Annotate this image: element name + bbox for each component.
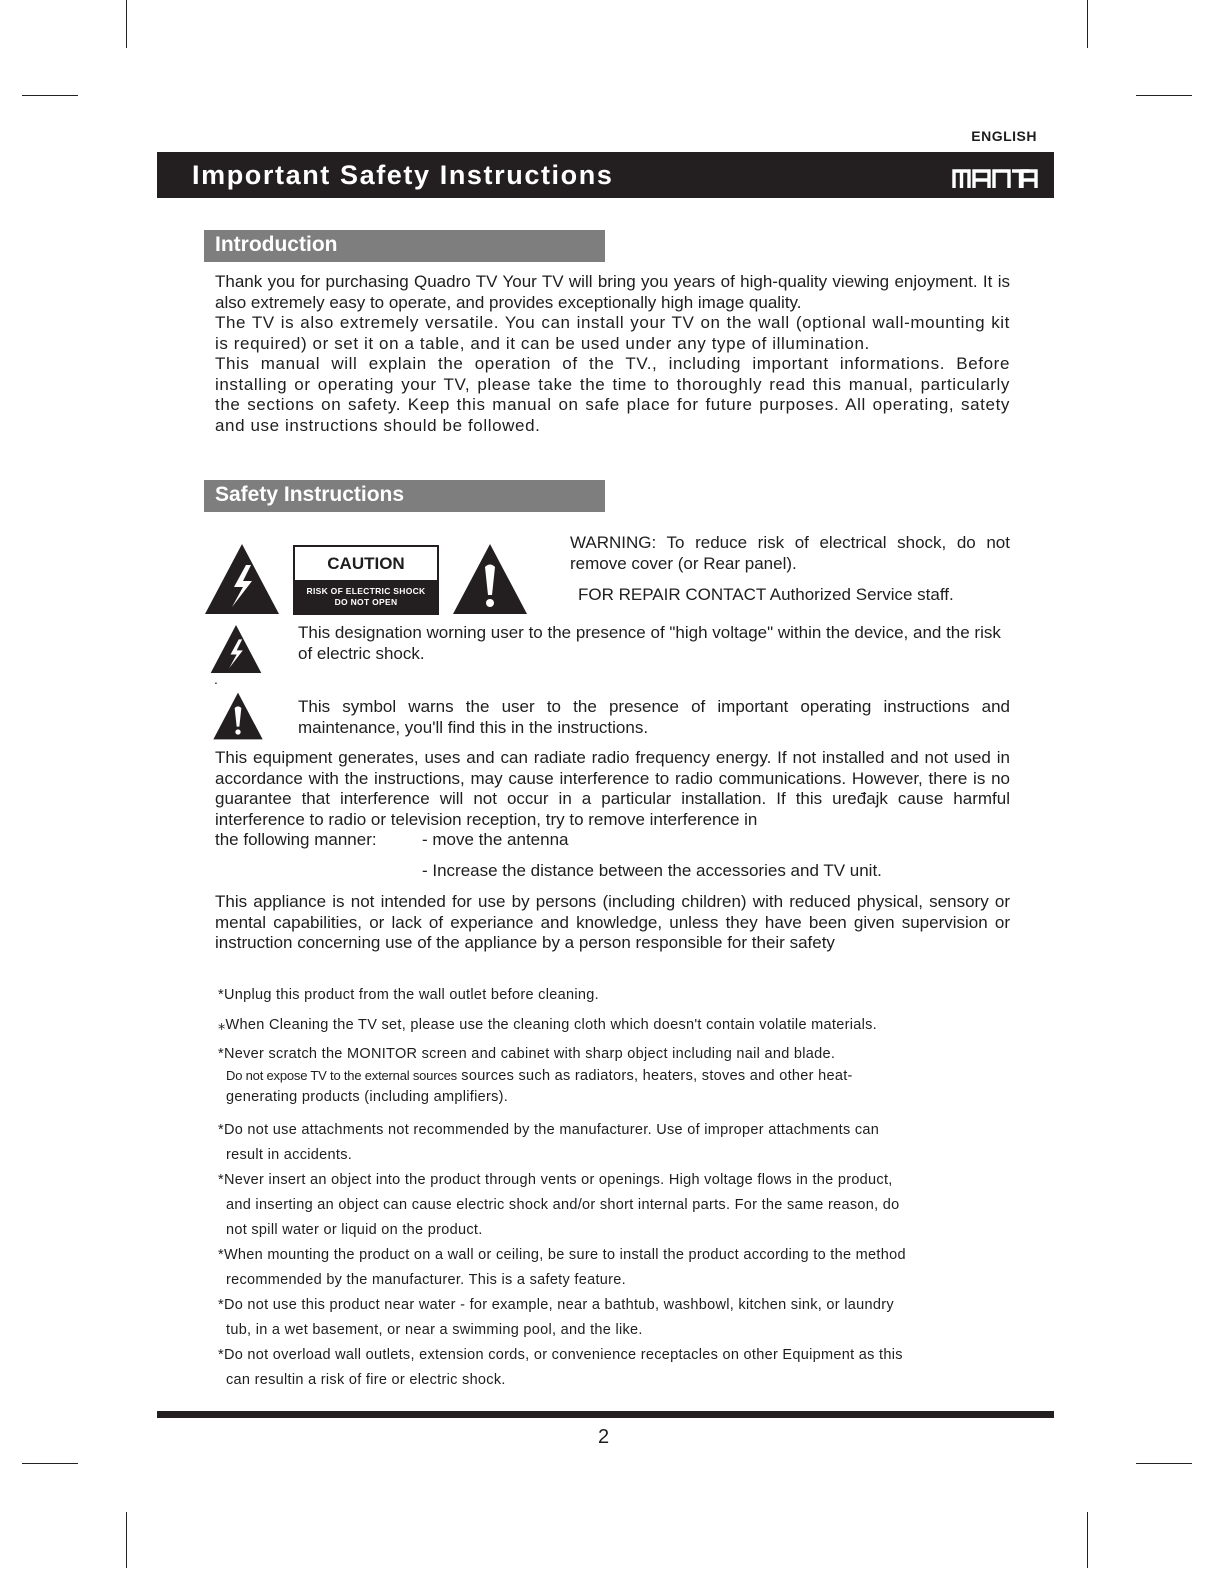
list-item: can resultin a risk of fire or electric shock. xyxy=(226,1372,506,1388)
crop-mark xyxy=(126,1512,127,1568)
list-item: result in accidents. xyxy=(226,1147,353,1163)
appliance-text: This appliance is not intended for use by persons (including children) with reduced physical, sensory or mental capabilities, or lack of experiance and knowledge, unless they have been given supervision or instruction concerning use of the appliance by a person responsible for their safety xyxy=(215,892,1010,952)
caution-label xyxy=(293,545,439,615)
list-item: *Do not overload wall outlets, extension cords, or convenience receptacles on other Equipment as this xyxy=(218,1347,903,1363)
safety-list xyxy=(218,983,1018,1393)
list-item: *Unplug this product from the wall outlet before cleaning. xyxy=(218,987,599,1003)
list-item-text: sources such as radiators, heaters, stoves and other heat- xyxy=(456,1068,853,1084)
list-item: not spill water or liquid on the product. xyxy=(226,1222,483,1238)
list-item: *Never insert an object into the product through vents or openings. High voltage flows in the product, xyxy=(218,1172,893,1188)
high-voltage-icon xyxy=(210,624,262,674)
section-heading-introduction xyxy=(204,230,605,262)
list-item: generating products (including amplifiers). xyxy=(226,1089,509,1105)
crop-mark xyxy=(1087,1512,1088,1568)
section-heading-safety xyxy=(204,480,605,512)
radio-interference-text: This equipment generates, uses and can radiate radio frequency energy. If not installed and not used in accordance with the instructions, may cause interference to radio communications. However, there is no guarantee that interference will not occur in a particular installation. If this uređajk cause harmful interference to radio or television reception, try to remove interference in xyxy=(215,748,1010,829)
warning-text: WARNING: To reduce risk of electrical shock, do not remove cover (or Rear panel). xyxy=(570,533,1010,573)
crop-mark xyxy=(126,0,127,48)
list-item: and inserting an object can cause electric shock and/or short internal parts. For the same reason, do xyxy=(226,1197,900,1213)
crop-mark xyxy=(22,95,78,96)
footer-rule xyxy=(157,1411,1054,1418)
intro-paragraph: The TV is also extremely versatile. You can install your TV on the wall (optional wall-mounting kit is required) or set it on a table, and it can be used under any type of illumination. xyxy=(215,313,1010,353)
title-bar xyxy=(157,152,1054,198)
list-item: *Do not use this product near water - for example, near a bathtub, washbowl, kitchen sink, or laundry xyxy=(218,1297,894,1313)
section-heading-text: Introduction xyxy=(215,233,338,256)
section-heading-text: Safety Instructions xyxy=(215,483,405,506)
intro-paragraph: This manual will explain the operation of the TV., including important informations. Before installing or operating your TV, please take the time to thoroughly read this manual, particularly the sections on safety. Keep this manual on safe place for future purposes. All operating, satety and use instructions should be followed. xyxy=(215,354,1010,435)
manner-label: the following manner: xyxy=(215,830,377,849)
list-item: *When mounting the product on a wall or ceiling, be sure to install the product according to the method xyxy=(218,1247,906,1263)
crop-mark xyxy=(1136,1463,1192,1464)
manta-logo xyxy=(952,168,1038,188)
caution-line: RISK OF ELECTRIC SHOCK xyxy=(306,586,426,596)
language-label: ENGLISH xyxy=(971,128,1037,144)
electric-shock-warning-icon xyxy=(204,543,280,615)
intro-text xyxy=(215,272,1010,436)
caution-line: DO NOT OPEN xyxy=(334,597,398,607)
list-item: *Do not use attachments not recommended by the manufacturer. Use of improper attachments can xyxy=(218,1122,880,1138)
stray-dot: . xyxy=(214,671,218,687)
list-item: tub, in a wet basement, or near a swimming pool, and the like. xyxy=(226,1322,643,1338)
caution-subtitle xyxy=(295,580,437,613)
list-item: recommended by the manufacturer. This is a safety feature. xyxy=(226,1272,626,1288)
page-title: Important Safety Instructions xyxy=(192,160,614,190)
important-instructions-icon xyxy=(212,692,264,740)
list-item xyxy=(218,1065,1018,1087)
caution-title: CAUTION xyxy=(327,554,405,573)
exclamation-description: This symbol warns the user to the presence of important operating instructions and maintenance, you'll find this in the instructions. xyxy=(298,697,1010,737)
voltage-description: This designation worning user to the presence of "high voltage" within the device, and the risk of electric shock. xyxy=(298,623,1001,663)
page-number: 2 xyxy=(598,1426,610,1448)
manner-item: - move the antenna xyxy=(422,830,569,849)
exclamation-warning-icon xyxy=(452,543,528,615)
list-item: ⁎When Cleaning the TV set, please use the cleaning cloth which doesn't contain volatile materials. xyxy=(218,1017,877,1033)
list-item: *Never scratch the MONITOR screen and cabinet with sharp object including nail and blade. xyxy=(218,1046,836,1062)
list-item-small-text: Do not expose TV to the external sources xyxy=(226,1068,457,1083)
intro-paragraph: Thank you for purchasing Quadro TV Your TV will bring you years of high-quality viewing enjoyment. It is also extremely easy to operate, and provides exceptionally high image quality. xyxy=(215,272,1010,312)
crop-mark xyxy=(22,1463,78,1464)
repair-text: FOR REPAIR CONTACT Authorized Service staff. xyxy=(578,585,954,604)
crop-mark xyxy=(1087,0,1088,48)
crop-mark xyxy=(1136,95,1192,96)
manner-item: - Increase the distance between the accessories and TV unit. xyxy=(422,861,882,880)
